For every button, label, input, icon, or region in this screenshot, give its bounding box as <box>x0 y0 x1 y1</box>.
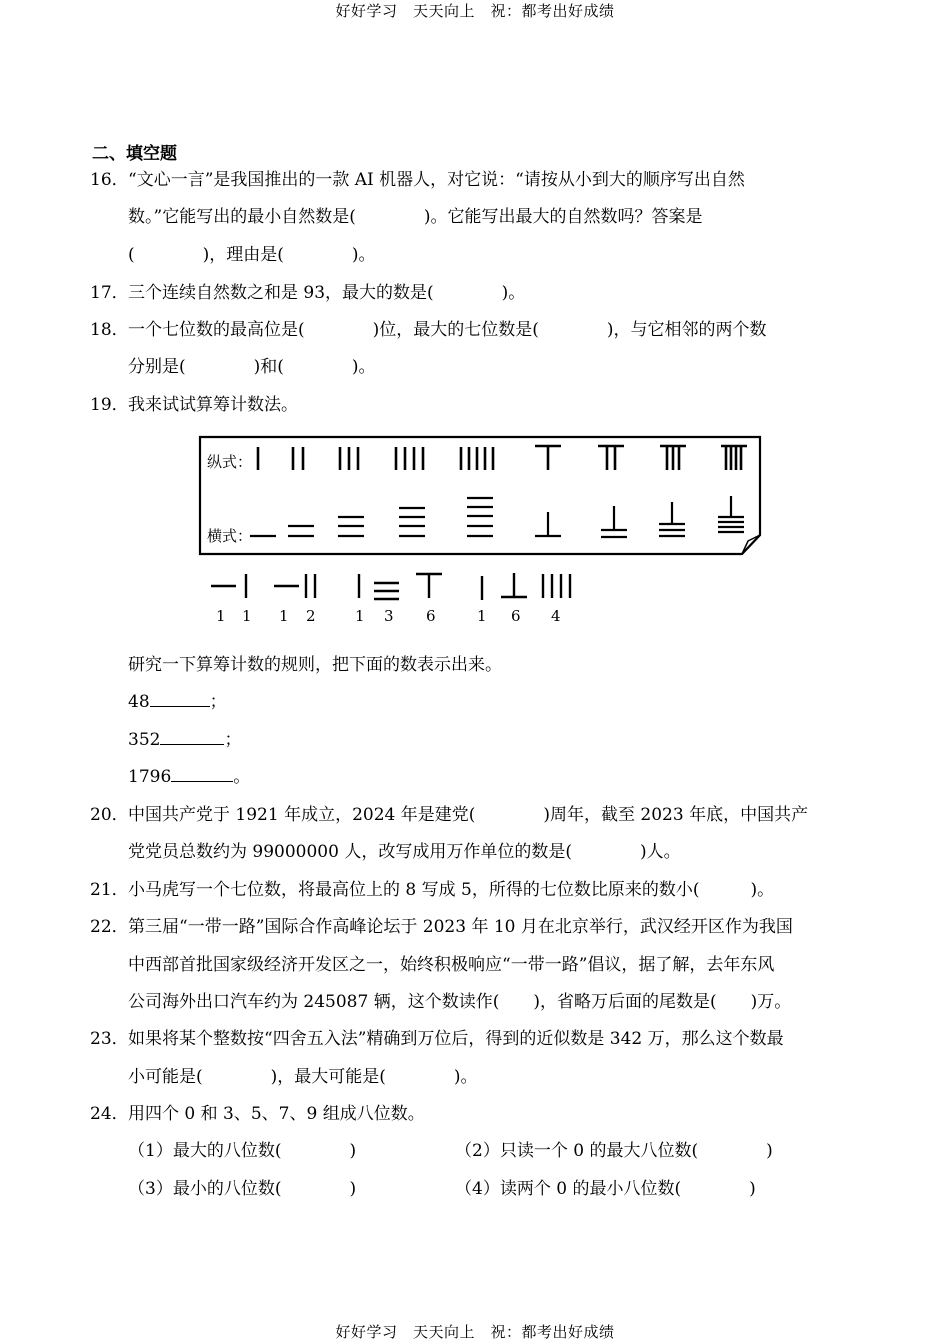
q19-line-1: 我来试试算筹计数法。 <box>128 395 298 415</box>
rods-table-border <box>200 437 760 554</box>
answer-blank[interactable] <box>160 730 224 745</box>
example-12-digit-2: 2 <box>306 607 316 625</box>
answer-blank[interactable] <box>171 767 233 782</box>
q20-line-2: 党党员总数约为 99000000 人，改写成用万作单位的数是( )人。 <box>128 842 681 862</box>
q23-number: 23． <box>90 1029 129 1049</box>
q18-line-2: 分别是( )和( )。 <box>128 357 376 377</box>
q22-number: 22． <box>90 917 129 937</box>
example-136-digit-3: 6 <box>426 607 436 625</box>
q24-line-1: 用四个 0 和 3、5、7、9 组成八位数。 <box>128 1104 425 1124</box>
zong-8 <box>660 446 686 470</box>
example-136-digit-1: 1 <box>355 607 365 625</box>
q19-instruction: 研究一下算筹计数的规则，把下面的数表示出来。 <box>128 655 502 675</box>
q24-sub-2: （2）只读一个 0 的最大八位数( ) <box>455 1141 773 1161</box>
zong-7 <box>598 446 624 470</box>
q20-line-1: 中国共产党于 1921 年成立，2024 年是建党( )周年，截至 2023 年底，中国共产 <box>128 805 809 825</box>
q22-line-2: 中西部首批国家级经济开发区之一，始终积极响应“一带一路”倡议，据了解，去年东风 <box>128 955 775 975</box>
q16-line-3: ( )，理由是( )。 <box>128 245 376 265</box>
q19-item-352 <box>128 730 241 750</box>
item-number: 1796 <box>128 767 172 787</box>
example-164-digit-2: 6 <box>511 607 521 625</box>
example-136-digit-2: 3 <box>384 607 394 625</box>
zong-2 <box>293 447 303 470</box>
zong-9 <box>721 446 747 470</box>
example-11-digit-2: 1 <box>242 607 252 625</box>
heng-4 <box>399 508 425 536</box>
heng-5 <box>467 498 493 536</box>
q23-line-2: 小可能是( )，最大可能是( )。 <box>128 1067 478 1087</box>
example-11-rods <box>211 574 246 598</box>
item-end: ； <box>209 692 227 712</box>
zong-3 <box>340 447 358 470</box>
q16-number: 16． <box>90 170 129 190</box>
q18-number: 18． <box>90 320 129 340</box>
answer-blank[interactable] <box>150 692 210 707</box>
q22-line-1: 第三届“一带一路”国际合作高峰论坛于 2023 年 10 月在北京举行，武汉经开区作为我国 <box>128 917 793 937</box>
heng-9 <box>718 496 744 532</box>
example-164-digit-1: 1 <box>477 607 487 625</box>
heng-7 <box>601 506 627 537</box>
q16-line-2: 数。”它能写出的最小自然数是( )。它能写出最大的自然数吗？答案是 <box>128 207 703 227</box>
page-header: 好好学习 天天向上 祝：都考出好成绩 <box>335 2 615 20</box>
example-164-rods <box>482 573 570 600</box>
heng-2 <box>288 526 314 536</box>
q21-number: 21． <box>90 880 129 900</box>
example-164-digit-3: 4 <box>551 607 561 625</box>
zong-5 <box>461 447 493 470</box>
q18-line-1: 一个七位数的最高位是( )位，最大的七位数是( )，与它相邻的两个数 <box>128 320 767 340</box>
item-number: 48 <box>128 692 150 712</box>
section-title: 二、填空题 <box>92 144 177 164</box>
item-end: 。 <box>233 767 251 787</box>
q24-number: 24． <box>90 1104 129 1124</box>
page-footer: 好好学习 天天向上 祝：都考出好成绩 <box>335 1323 615 1341</box>
q17-line-1: 三个连续自然数之和是 93，最大的数是( )。 <box>128 283 526 303</box>
q23-line-1: 如果将某个整数按“四舍五入法”精确到万位后，得到的近似数是 342 万，那么这个数最 <box>128 1029 784 1049</box>
zong-6 <box>535 446 561 470</box>
example-12-digit-1: 1 <box>279 607 289 625</box>
q24-sub-3: （3）最小的八位数( ) <box>128 1179 357 1199</box>
rods-examples <box>211 573 570 600</box>
q19-item-48 <box>128 692 227 712</box>
heng-rods <box>250 496 744 537</box>
q16-line-1: “文心一言”是我国推出的一款 AI 机器人，对它说：“请按从小到大的顺序写出自然 <box>128 170 745 190</box>
q24-sub-4: （4）读两个 0 的最小八位数( ) <box>455 1179 756 1199</box>
q19-number: 19． <box>90 395 129 415</box>
zong-rods <box>258 446 747 470</box>
example-12-rods <box>274 574 315 598</box>
example-11-digit-1: 1 <box>216 607 226 625</box>
q21-line-1: 小马虎写一个七位数，将最高位上的 8 写成 5，所得的七位数比原来的数小( )。 <box>128 880 775 900</box>
q20-number: 20． <box>90 805 129 825</box>
heng-8 <box>659 502 685 536</box>
item-end: ； <box>224 730 242 750</box>
q17-number: 17． <box>90 283 129 303</box>
q24-sub-1: （1）最大的八位数( ) <box>128 1141 357 1161</box>
heng-label: 横式： <box>207 527 253 545</box>
folded-corner <box>742 535 760 554</box>
heng-3 <box>338 517 364 536</box>
q22-line-3: 公司海外出口汽车约为 245087 辆，这个数读作( )，省略万后面的尾数是( )万。 <box>128 992 792 1012</box>
zong-4 <box>396 447 423 470</box>
q19-item-1796 <box>128 767 250 787</box>
item-number: 352 <box>128 730 161 750</box>
zong-label: 纵式： <box>207 453 253 471</box>
heng-6 <box>535 512 561 536</box>
example-136-rods <box>359 574 442 599</box>
